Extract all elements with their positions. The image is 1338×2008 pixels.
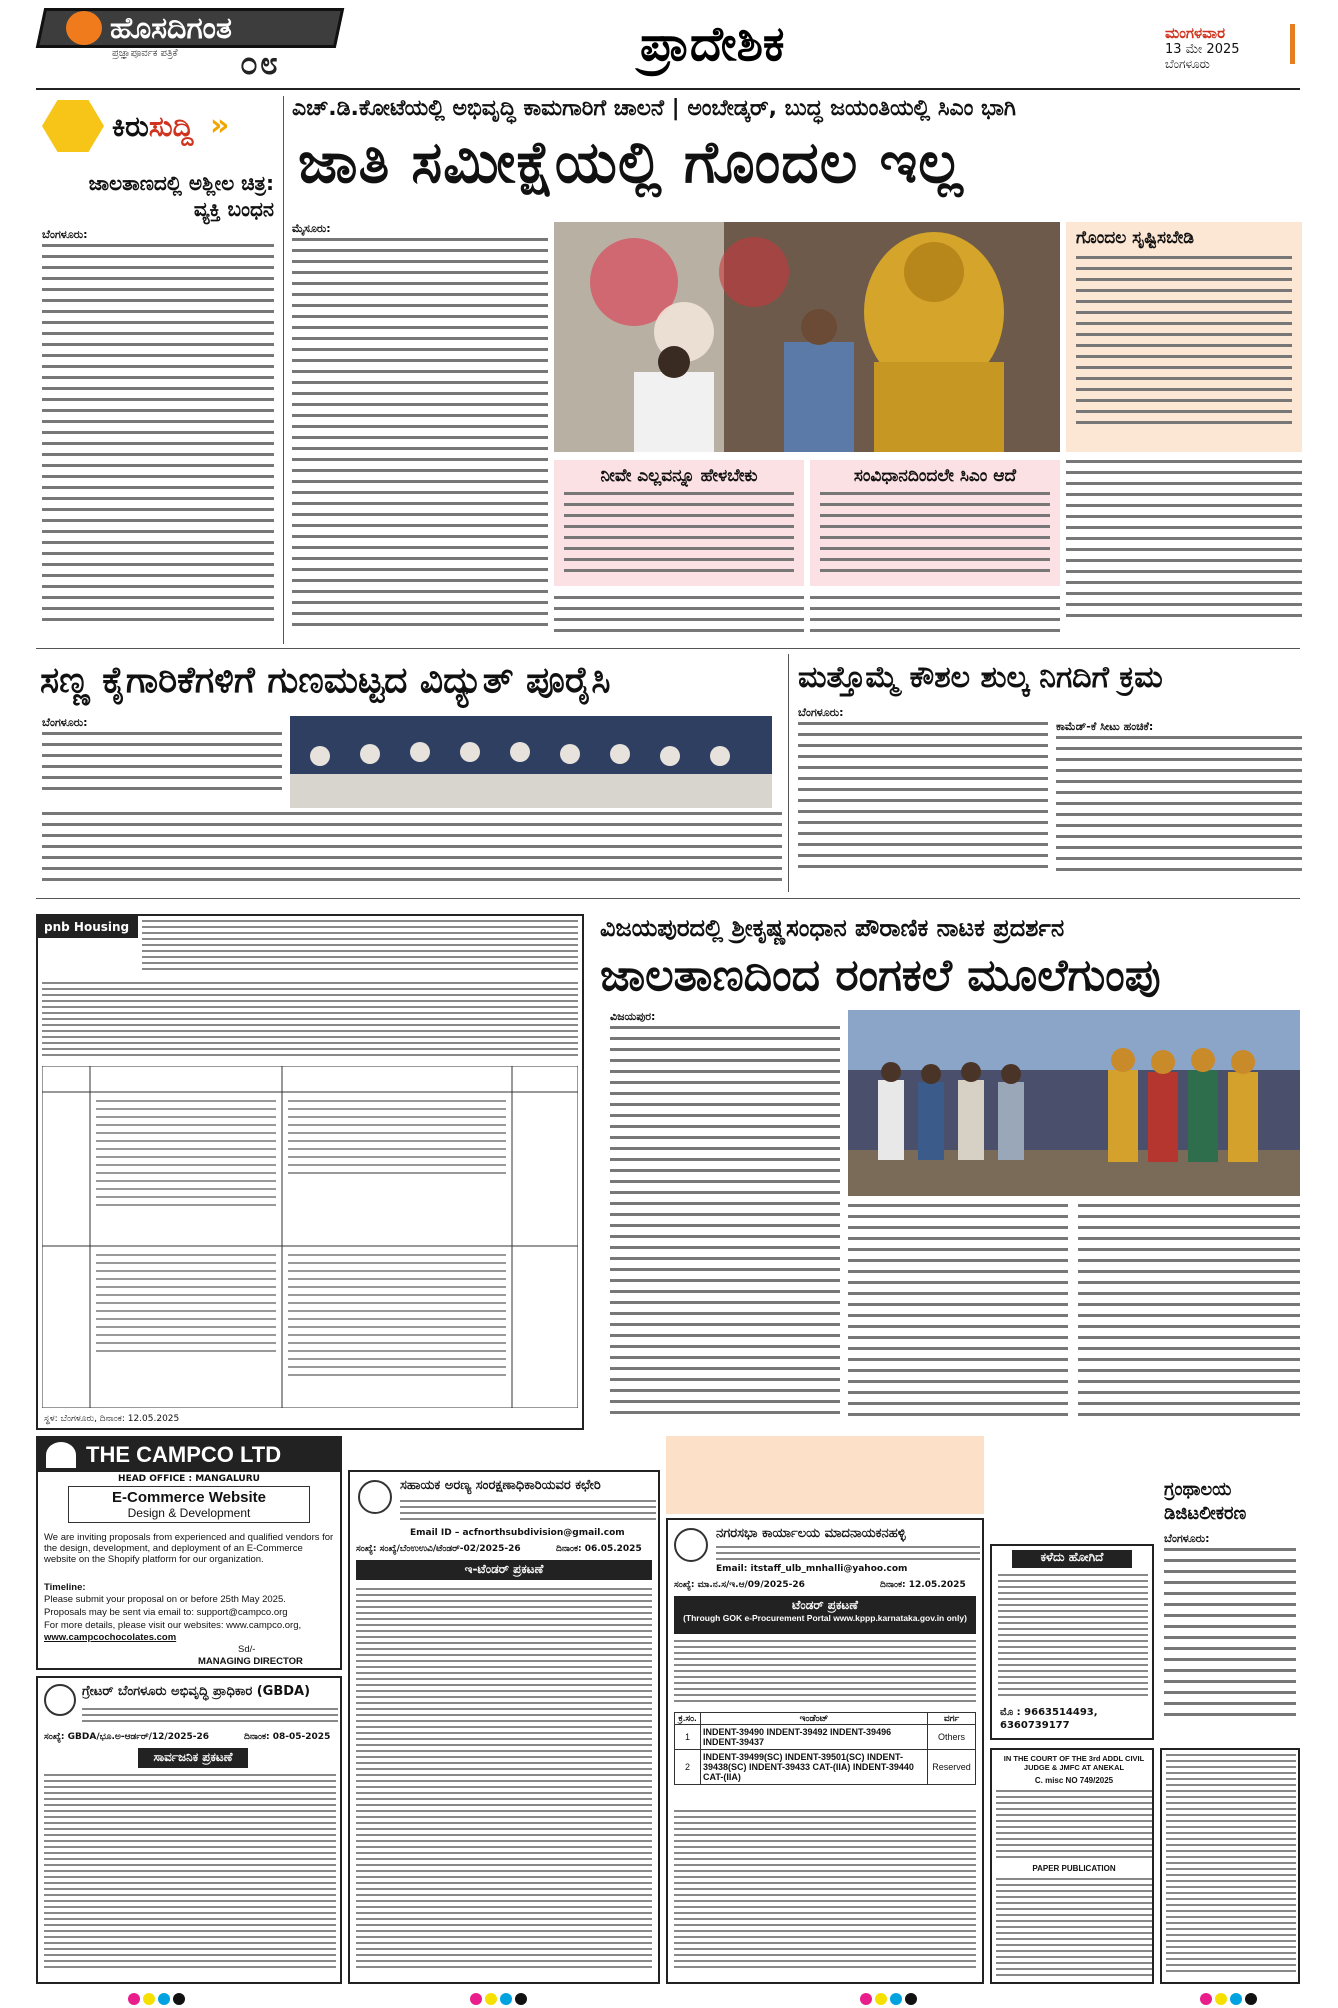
story4-dateline: ವಿಜಯಪುರ: <box>610 1010 656 1023</box>
kirusuddi-label <box>112 110 193 144</box>
library-news-dateline: ಬೆಂಗಳೂರು: <box>1164 1532 1210 1545</box>
campco-ad-email: Proposals may be sent via email to: support@campco.org <box>44 1607 288 1618</box>
table-cell: Reserved <box>928 1750 976 1785</box>
legal-notice-ad <box>1160 1748 1300 1984</box>
lead-sidebar <box>1066 222 1302 452</box>
lead-photo-image <box>554 222 1060 452</box>
lead-box-2-body <box>820 492 1050 582</box>
registration-marks <box>860 1990 920 2008</box>
story4-photo <box>848 1010 1300 1196</box>
masthead-tagline: ಪ್ರಜ್ಞಾಪೂರ್ವಕ ಪತ್ರಿಕೆ <box>112 48 178 59</box>
lead-body-col4 <box>1066 460 1302 636</box>
story2-photo-image <box>290 716 772 808</box>
gbda-ad-body <box>44 1774 336 1974</box>
madanayakanahalli-ad-portal: (Through GOK e-Procurement Portal www.kppp.karnataka.gov.in only) <box>683 1613 967 1623</box>
campco-ad-body: We are inviting proposals from experienced and qualified vendors for the design, development, and deployment of an E-Commerce website on the Shopify platform for our organization. <box>44 1532 334 1565</box>
date-accent-bar <box>1290 24 1295 64</box>
madanayakanahalli-ad-intro <box>674 1640 976 1706</box>
table-header-cell: ವರ್ಗ <box>928 1713 976 1725</box>
gbda-ad-ref: ಸಂಖ್ಯೆ: GBDA/ಭೂ.ಅ-ಆರ್ಡರ್/12/2025-26 <box>44 1732 210 1742</box>
lead-body-col3 <box>810 596 1060 640</box>
section-divider <box>36 898 1300 899</box>
campco-ad-office: HEAD OFFICE : MANGALURU <box>118 1474 260 1484</box>
lead-sidebar-body <box>1076 256 1292 446</box>
story4-body-col3 <box>1078 1204 1300 1428</box>
table-cell: 1 <box>675 1725 701 1750</box>
lead-box-1-title: ನೀವೇ ಎಲ್ಲವನ್ನೂ ಹೇಳಬೇಕು <box>600 466 758 486</box>
table-row <box>675 1725 976 1750</box>
black-dot-icon <box>1245 1993 1257 2005</box>
date-box <box>1165 24 1285 72</box>
magenta-dot-icon <box>470 1993 482 2005</box>
registration-marks <box>470 1990 530 2008</box>
cyan-dot-icon <box>890 1993 902 2005</box>
forest-ad-date: ದಿನಾಂಕ: 06.05.2025 <box>556 1544 642 1554</box>
madanayakanahalli-ad-notice-box <box>674 1596 976 1634</box>
madanayakanahalli-ad-notice: ಟೆಂಡರ್ ಪ್ರಕಟಣೆ <box>792 1598 858 1612</box>
court-ad-case: C. misc NO 749/2025 <box>1034 1776 1114 1785</box>
forest-ad-address <box>400 1500 656 1524</box>
kirusuddi-label-a: ಕಿರು <box>112 110 149 143</box>
kirusuddi-label-b: ಸುದ್ದಿ <box>148 110 194 143</box>
lead-kicker: ಎಚ್.ಡಿ.ಕೋಟೆಯಲ್ಲಿ ಅಭಿವೃದ್ಧಿ ಕಾಮಗಾರಿಗೆ ಚಾಲನೆ | ಅಂಬೇಡ್ಕರ್, ಬುದ್ಧ ಜಯಂತಿಯಲ್ಲಿ ಸಿಎಂ ಭಾಗಿ <box>292 96 1016 121</box>
pnb-ad-brand: pnb Housing <box>38 916 138 938</box>
forest-ad-email: Email ID – acfnorthsubdivision@gmail.com <box>410 1528 625 1538</box>
cyan-dot-icon <box>500 1993 512 2005</box>
black-dot-icon <box>515 1993 527 2005</box>
table-header-row <box>675 1713 976 1725</box>
story4-headline: ಜಾಲತಾಣದಿಂದ ರಂಗಕಲೆ ಮೂಲೆಗುಂಪು <box>600 950 1161 1001</box>
story2-body-col1 <box>42 732 282 804</box>
court-ad-body <box>996 1878 1152 1980</box>
forest-ad-notice: ಇ-ಟೆಂಡರ್ ಪ್ರಕಟಣೆ <box>356 1560 652 1580</box>
pnb-ad-intro <box>42 982 578 1062</box>
forest-ad-body <box>356 1588 652 1978</box>
cyan-dot-icon <box>158 1993 170 2005</box>
page-number: ೦೮ <box>240 44 280 82</box>
cyan-dot-icon <box>1230 1993 1242 2005</box>
madanayakanahalli-ad-table <box>674 1712 976 1785</box>
masthead <box>40 8 340 82</box>
column-rule <box>788 654 789 892</box>
lead-box-1 <box>554 460 804 586</box>
yellow-dot-icon <box>143 1993 155 2005</box>
yellow-dot-icon <box>485 1993 497 2005</box>
campco-ad-box-title: E-Commerce Website <box>112 1489 266 1506</box>
lead-box-2-title: ಸಂವಿಧಾನದಿಂದಲೇ ಸಿಎಂ ಆದೆ <box>853 466 1017 486</box>
library-news-title: ಗ್ರಂಥಾಲಯ ಡಿಜಿಟಲೀಕರಣ <box>1164 1479 1247 1524</box>
campco-ad-box-sub: Design & Development <box>127 1506 251 1520</box>
magenta-dot-icon <box>860 1993 872 2005</box>
yellow-dot-icon <box>1215 1993 1227 2005</box>
legal-notice-ad-body <box>1166 1754 1296 1980</box>
black-dot-icon <box>905 1993 917 2005</box>
gbda-ad-notice: ಸಾರ್ವಜನಿಕ ಪ್ರಕಟಣೆ <box>138 1748 248 1768</box>
story4-photo-image <box>848 1010 1300 1196</box>
forest-emblem-icon <box>358 1480 392 1514</box>
gbda-ad-date: ದಿನಾಂಕ: 08-05-2025 <box>244 1732 331 1742</box>
lead-box-2 <box>810 460 1060 586</box>
magenta-dot-icon <box>128 1993 140 2005</box>
madanayakanahalli-ad-email: Email: itstaff_ulb_mnhalli@yahoo.com <box>716 1564 908 1574</box>
table-cell: Others <box>928 1725 976 1750</box>
table-row <box>675 1750 976 1785</box>
story2-body <box>42 812 782 892</box>
city: ಬೆಂಗಳೂರು <box>1165 57 1210 71</box>
header-divider <box>36 88 1300 90</box>
story3-dateline: ಬೆಂಗಳೂರು: <box>798 706 844 719</box>
campco-ad-signer: MANAGING DIRECTOR <box>198 1656 303 1667</box>
table-cell: 2 <box>675 1750 701 1785</box>
column-rule <box>283 96 284 644</box>
campco-logo-icon <box>46 1442 76 1468</box>
registration-marks <box>128 1990 188 2008</box>
date: 13 ಮೇ 2025 <box>1165 42 1240 57</box>
madanayakanahalli-ad-date: ದಿನಾಂಕ: 12.05.2025 <box>880 1580 966 1590</box>
black-dot-icon <box>173 1993 185 2005</box>
lost-ad-phone: ಮೊ : 9663514493, 6360739177 <box>1000 1707 1098 1731</box>
court-ad <box>990 1748 1154 1984</box>
gbda-emblem-icon <box>44 1684 76 1716</box>
campco-ad-sign: Sd/- <box>238 1644 256 1655</box>
weekday: ಮಂಗಳವಾರ <box>1165 24 1226 42</box>
story3-body-col1 <box>798 722 1048 892</box>
kirusuddi-logo-icon <box>42 100 104 152</box>
library-news <box>1160 1476 1300 1740</box>
lead-photo <box>554 222 1060 452</box>
campco-ad <box>36 1436 342 1670</box>
pnb-ad-header-text <box>142 920 578 976</box>
campco-ad-more: For more details, please visit our websites: www.campco.org, <box>44 1620 302 1631</box>
madanayakanahalli-ad-top-panel <box>666 1436 984 1514</box>
madanayakanahalli-ad <box>666 1518 984 1984</box>
court-ad-title: IN THE COURT OF THE 3rd ADDL CIVIL JUDGE & JMFC AT ANEKAL <box>1003 1754 1145 1772</box>
forest-ad-ref: ಸಂಖ್ಯೆ: ಸಂಖ್ಯೆ/ಬೆಂಉಉವಿ/ಟೆಂಡರ್-02/2025-26 <box>356 1544 521 1554</box>
table-header-cell: ಕ್ರ.ಸಂ. <box>675 1713 701 1725</box>
kirusuddi-body <box>42 244 274 640</box>
lead-headline: ಜಾತಿ ಸಮೀಕ್ಷೆಯಲ್ಲಿ ಗೊಂದಲ ಇಲ್ಲ <box>298 128 964 196</box>
madanayakanahalli-ad-body <box>674 1810 976 1978</box>
forest-ad-title: ಸಹಾಯಕ ಅರಣ್ಯ ಸಂರಕ್ಷಣಾಧಿಕಾರಿಯವರ ಕಛೇರಿ <box>400 1478 601 1493</box>
yellow-dot-icon <box>875 1993 887 2005</box>
table-header-cell: ಇಂಡೆಂಟ್ <box>701 1713 928 1725</box>
campco-ad-timeline-label: Timeline: <box>44 1582 86 1593</box>
lost-ad-title: ಕಳೆದು ಹೋಗಿದೆ <box>1012 1550 1132 1568</box>
story4-body-col1 <box>610 1026 840 1428</box>
campco-ad-site2: www.campcochocolates.com <box>44 1632 177 1643</box>
campco-ad-timeline: Please submit your proposal on or before 25th May 2025. <box>44 1594 286 1605</box>
kirusuddi-dateline: ಬೆಂಗಳೂರು: <box>42 228 88 241</box>
pnb-ad-footer: ಸ್ಥಳ: ಬೆಂಗಳೂರು, ದಿನಾಂಕ: 12.05.2025 <box>44 1414 180 1424</box>
lead-body-col1 <box>292 238 548 640</box>
registration-marks <box>1200 1990 1260 2008</box>
pnb-ad <box>36 914 584 1430</box>
madanayakanahalli-ad-address <box>716 1546 980 1562</box>
library-news-body <box>1164 1548 1296 1736</box>
masthead-logo-icon <box>66 11 102 45</box>
lead-box-1-body <box>564 492 794 582</box>
gbda-ad-title: ಗ್ರೇಟರ್ ಬೆಂಗಳೂರು ಅಭಿವೃದ್ಧಿ ಪ್ರಾಧಿಕಾರ (GBDA) <box>82 1684 311 1699</box>
story2-photo <box>290 716 772 808</box>
section-title: ಪ್ರಾದೇಶಿಕ <box>640 16 785 72</box>
madanayakanahalli-ad-ref: ಸಂಖ್ಯೆ: ಮಾ.ನ.ಸ/ಇ.ಆ/09/2025-26 <box>674 1580 805 1590</box>
gbda-ad <box>36 1676 342 1984</box>
kirusuddi-headline: ಜಾಲತಾಣದಲ್ಲಿ ಅಶ್ಲೀಲ ಚಿತ್ರ: ವ್ಯಕ್ತಿ ಬಂಧನ <box>88 171 274 221</box>
court-ad-parties <box>996 1790 1152 1862</box>
story4-body-col2 <box>848 1204 1068 1428</box>
gbda-ad-address <box>82 1708 338 1726</box>
story3-subhead: ಕಾಮೆಡ್-ಕೆ ಸೀಟು ಹಂಚಿಕೆ: <box>1056 720 1154 733</box>
table-cell: INDENT-39490 INDENT-39492 INDENT-39496 INDENT-39437 <box>701 1725 928 1750</box>
lead-dateline: ಮೈಸೂರು: <box>292 222 331 235</box>
forest-ad <box>348 1470 660 1984</box>
story3-body-col2 <box>1056 736 1302 892</box>
lost-ad-body <box>998 1574 1148 1704</box>
story4-kicker: ವಿಜಯಪುರದಲ್ಲಿ ಶ್ರೀಕೃಷ್ಣಸಂಧಾನ ಪೌರಾಣಿಕ ನಾಟಕ ಪ್ರದರ್ಶನ <box>600 914 1065 942</box>
pnb-ad-table <box>42 1066 578 1408</box>
chevron-right-icon: » <box>210 108 230 143</box>
lead-body-col2 <box>554 596 804 640</box>
masthead-title: ಹೊಸದಿಗಂತ <box>110 11 232 46</box>
lost-ad <box>990 1544 1154 1740</box>
story2-dateline: ಬೆಂಗಳೂರು: <box>42 716 88 729</box>
magenta-dot-icon <box>1200 1993 1212 2005</box>
madanayakanahalli-ad-title: ನಗರಸಭಾ ಕಾರ್ಯಾಲಯ ಮಾದನಾಯಕನಹಳ್ಳಿ <box>716 1526 906 1541</box>
campco-ad-title: THE CAMPCO LTD <box>38 1438 340 1472</box>
madanayakanahalli-emblem-icon <box>674 1528 708 1562</box>
section-divider <box>36 648 1300 649</box>
court-ad-heading: PAPER PUBLICATION <box>1032 1864 1116 1873</box>
campco-ad-box <box>68 1486 310 1523</box>
story3-headline: ಮತ್ತೊಮ್ಮೆ ಕೌಶಲ ಶುಲ್ಕ ನಿಗದಿಗೆ ಕ್ರಮ <box>798 660 1163 695</box>
table-cell: INDENT-39499(SC) INDENT-39501(SC) INDENT-39438(SC) INDENT-39433 CAT-(IIA) INDENT-39440 CAT-(IIA) <box>701 1750 928 1785</box>
story2-headline: ಸಣ್ಣ ಕೈಗಾರಿಕೆಗಳಿಗೆ ಗುಣಮಟ್ಟದ ವಿದ್ಯುತ್ ಪೂರೈಸಿ <box>40 660 611 701</box>
lead-sidebar-title: ಗೊಂದಲ ಸೃಷ್ಟಿಸಬೇಡಿ <box>1076 228 1194 248</box>
